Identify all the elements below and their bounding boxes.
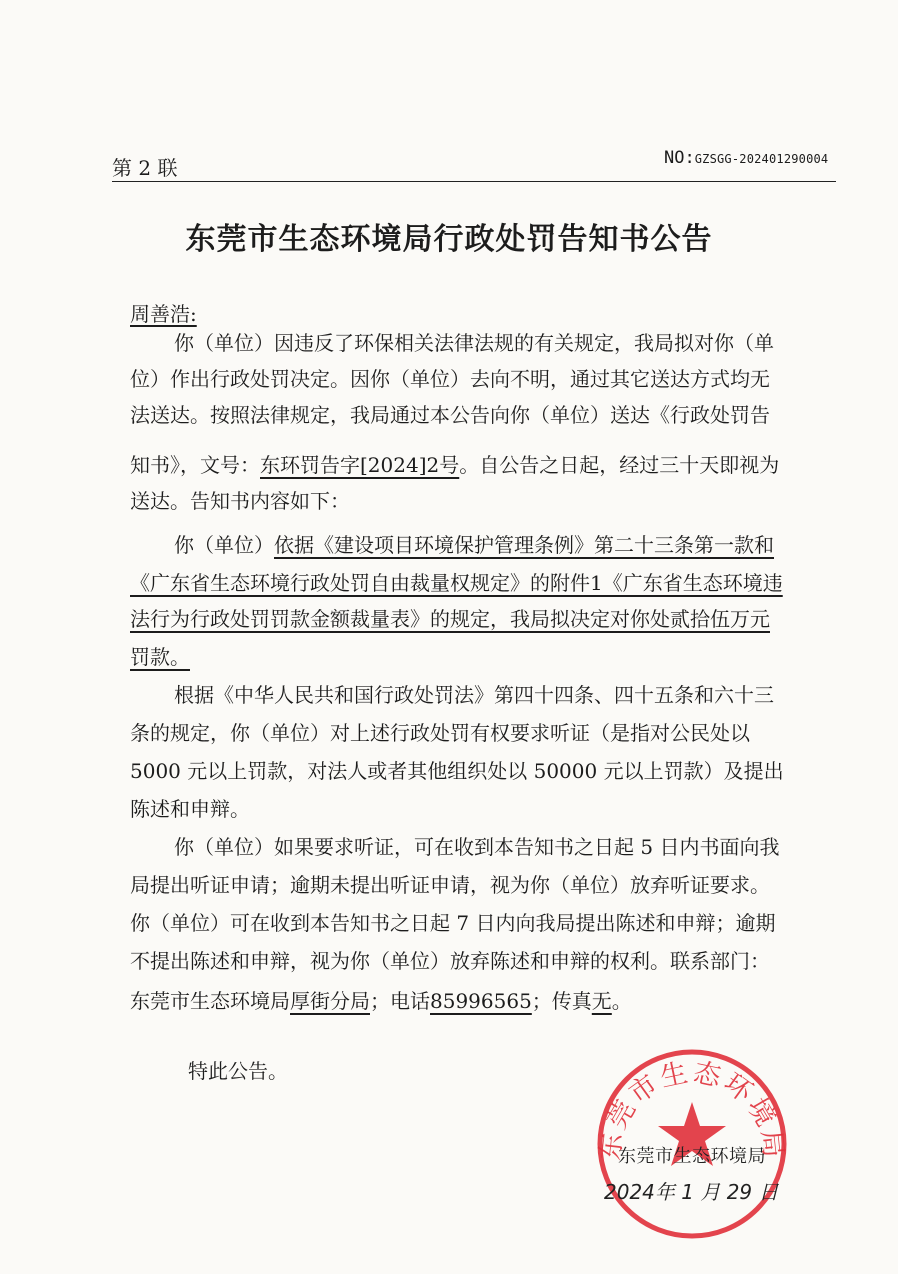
body-line: 送达。告知书内容如下： [130,489,350,513]
contact-fax: 无 [591,989,612,1013]
body-line: 法行为行政处罚罚款金额裁量表》的规定，我局拟决定对你处贰拾伍万元 [130,607,770,631]
header-divider [112,181,836,182]
document-number-value: GZSGG-202401290004 [694,152,829,166]
body-line: 你（单位）依据《建设项目环境保护管理条例》第二十三条第一款和 [174,533,774,557]
body-line: 《广东省生态环境行政处罚自由裁量权规定》的附件1《广东省生态环境违 [130,571,783,595]
document-number [664,148,828,168]
body-line: 你（单位）因违反了环保相关法律法规的有关规定，我局拟对你（单 [174,331,774,355]
contact-department: 厚街分局 [290,989,370,1013]
body-line: 你（单位）如果要求听证，可在收到本告知书之日起 5 日内书面向我 [174,835,780,859]
reference-number: 东环罚告字[2024]2号 [260,453,460,477]
seal-text: 东莞市生态环境局 [594,1056,790,1162]
body-line: 5000 元以上罚款，对法人或者其他组织处以 50000 元以上罚款）及提出 [130,759,784,783]
recipient [130,298,197,327]
body-line: 罚款。 [130,645,190,669]
signature-date: 2024年 1 月 29 日 [604,1180,779,1204]
contact-line: 东莞市生态环境局厚街分局；电话85996565；传真无。 [130,989,632,1013]
legal-basis: 依据《建设项目环境保护管理条例》第二十三条第一款和 [274,533,774,557]
body-line: 条的规定，你（单位）对上述行政处罚有权要求听证（是指对公民处以 [130,721,750,745]
body-line: 陈述和申辩。 [130,797,250,821]
body-line: 不提出陈述和申辩，视为你（单位）放弃陈述和申辩的权利。联系部门： [130,949,770,973]
recipient-name: 周善浩: [130,302,197,326]
notice-title: 东莞市生态环境局行政处罚告知书公告 [185,222,713,257]
body-line: 你（单位）可在收到本告知书之日起 7 日内向我局提出陈述和申辩；逾期 [130,911,776,935]
body-line: 知书》，文号：东环罚告字[2024]2号。自公告之日起，经过三十天即视为 [130,453,780,477]
document-number-label: NO: [664,148,695,168]
contact-phone: 85996565 [430,989,532,1013]
body-line: 局提出听证申请；逾期未提出听证申请，视为你（单位）放弃听证要求。 [130,873,770,897]
copy-label: 第 2 联 [112,156,178,180]
issuer-name: 东莞市生态环境局 [618,1146,766,1167]
body-line: 根据《中华人民共和国行政处罚法》第四十四条、四十五条和六十三 [174,683,774,707]
body-line: 法送达。按照法律规定，我局通过本公告向你（单位）送达《行政处罚告 [130,403,770,427]
body-line: 位）作出行政处罚决定。因你（单位）去向不明，通过其它送达方式均无 [130,367,770,391]
closing-remark: 特此公告。 [188,1059,288,1083]
